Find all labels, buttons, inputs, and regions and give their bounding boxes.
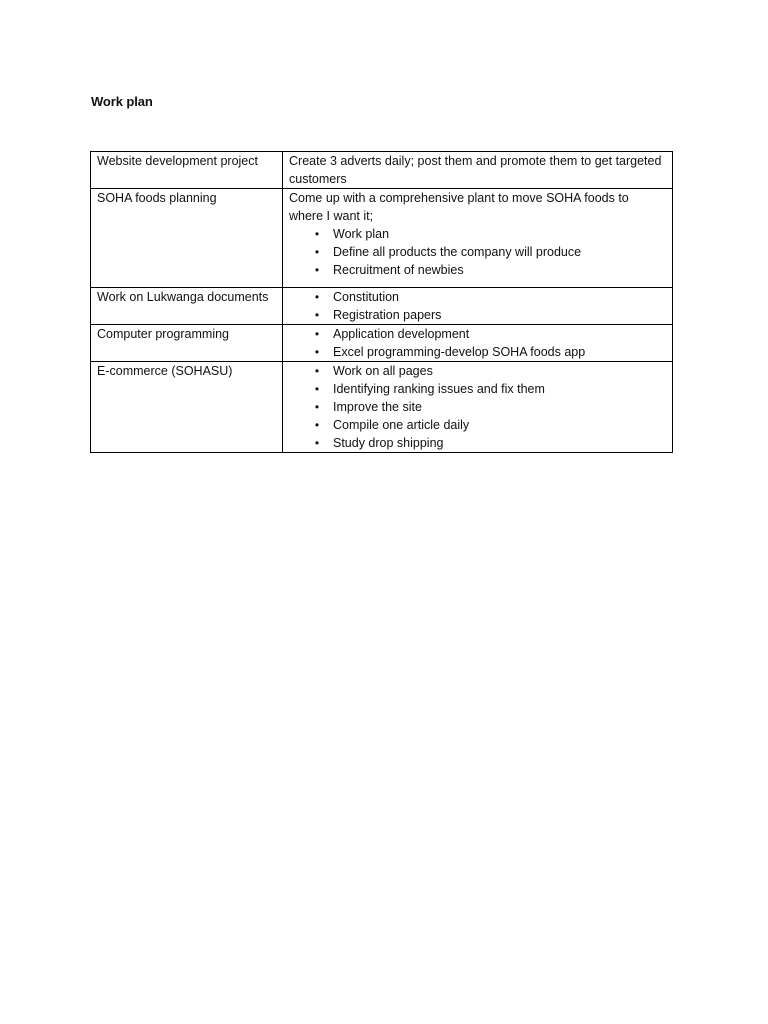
table-row xyxy=(91,325,673,362)
details-cell xyxy=(283,288,673,325)
details-cell xyxy=(283,362,673,453)
table-row xyxy=(91,288,673,325)
list-item-text: Improve the site xyxy=(333,400,422,414)
list-item-text: Excel programming-develop SOHA foods app xyxy=(333,345,586,359)
list-item-text: Recruitment of newbies xyxy=(333,263,464,277)
list-item xyxy=(289,434,666,452)
bullet-icon: • xyxy=(314,418,320,432)
task-label: SOHA foods planning xyxy=(97,191,217,205)
bullet-icon: • xyxy=(314,263,320,277)
bullet-list xyxy=(289,362,666,452)
list-item-text: Work on all pages xyxy=(333,364,433,378)
bullet-icon: • xyxy=(314,308,320,322)
task-cell xyxy=(91,189,283,288)
list-item xyxy=(289,288,666,306)
task-cell xyxy=(91,152,283,189)
list-item xyxy=(289,225,666,243)
details-cell xyxy=(283,152,673,189)
table-row xyxy=(91,362,673,453)
task-cell xyxy=(91,362,283,453)
task-description: Create 3 adverts daily; post them and promote them to get targeted customers xyxy=(289,154,662,186)
task-label: Computer programming xyxy=(97,327,229,341)
bullet-list xyxy=(289,325,666,361)
bullet-icon: • xyxy=(314,227,320,241)
list-item-text: Compile one article daily xyxy=(333,418,470,432)
task-description: Come up with a comprehensive plant to move SOHA foods to where I want it; xyxy=(289,191,629,223)
list-item xyxy=(289,261,666,279)
document-title: Work plan xyxy=(91,94,153,109)
bullet-icon: • xyxy=(314,400,320,414)
list-item xyxy=(289,362,666,380)
list-item xyxy=(289,306,666,324)
list-item xyxy=(289,398,666,416)
list-item-text: Work plan xyxy=(333,227,390,241)
list-item xyxy=(289,380,666,398)
bullet-icon: • xyxy=(314,245,320,259)
details-cell xyxy=(283,189,673,288)
list-item xyxy=(289,416,666,434)
bullet-icon: • xyxy=(314,436,320,450)
task-label: E-commerce (SOHASU) xyxy=(97,364,233,378)
work-plan-table xyxy=(90,151,673,453)
bullet-list xyxy=(289,288,666,324)
list-item xyxy=(289,343,666,361)
bullet-icon: • xyxy=(314,364,320,378)
bullet-icon: • xyxy=(314,382,320,396)
task-cell xyxy=(91,325,283,362)
list-item-text: Identifying ranking issues and fix them xyxy=(333,382,545,396)
list-item-text: Define all products the company will produce xyxy=(333,245,582,259)
details-cell xyxy=(283,325,673,362)
table-row xyxy=(91,189,673,288)
task-label: Work on Lukwanga documents xyxy=(97,290,269,304)
bullet-icon: • xyxy=(314,327,320,341)
bullet-list xyxy=(289,225,666,279)
task-label: Website development project xyxy=(97,154,258,168)
table-row xyxy=(91,152,673,189)
list-item xyxy=(289,243,666,261)
bullet-icon: • xyxy=(314,345,320,359)
list-item-text: Registration papers xyxy=(333,308,442,322)
list-item-text: Application development xyxy=(333,327,470,341)
list-item-text: Constitution xyxy=(333,290,400,304)
list-item-text: Study drop shipping xyxy=(333,436,444,450)
list-item xyxy=(289,325,666,343)
task-cell xyxy=(91,288,283,325)
bullet-icon: • xyxy=(314,290,320,304)
